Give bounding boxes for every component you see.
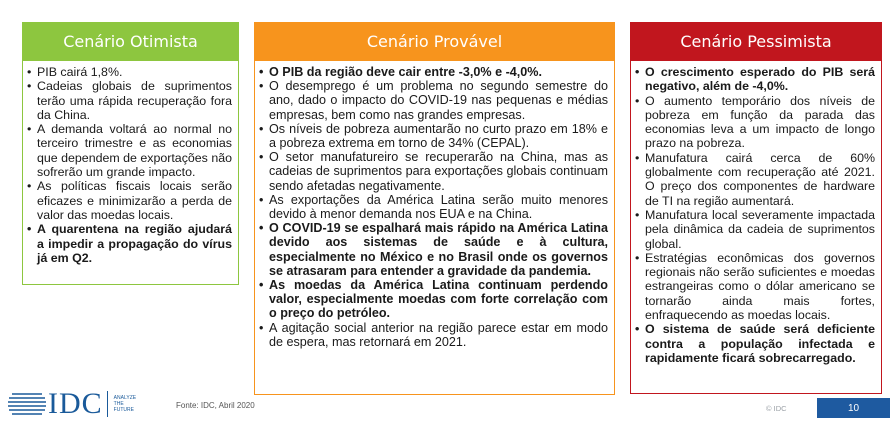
bullet-item: • O sistema de saúde será deficiente contra a população infectada e rapidamente ficará sobrecarregado. [635, 322, 875, 365]
bullet-item: • As políticas fiscais locais serão eficazes e minimizarão a perda de valor das moedas locais. [27, 179, 232, 222]
bullet-item: • Manufatura cairá cerca de 60% globalmente com recuperação até 2021. O preço dos componentes de hardware de TI na região aumentará. [635, 151, 875, 208]
source-note: Fonte: IDC, Abril 2020 [176, 401, 255, 410]
page-number-badge: 10 [817, 398, 890, 418]
card-title-pessimistic: Cenário Pessimista [630, 22, 882, 60]
bullet-item: • O PIB da região deve cair entre -3,0% e -4,0%. [259, 65, 608, 79]
bullet-item: • Cadeias globais de suprimentos terão uma rápida recuperação fora da China. [27, 79, 232, 122]
bullet-item: • O desemprego é um problema no segundo semestre do ano, dado o impacto do COVID-19 nas pequenas e médias empresas, bem como nas grandes empresas. [259, 79, 608, 122]
bullet-item: • O setor manufatureiro se recuperarão na China, mas as cadeias de suprimentos para exportações globais continuam sendo afetadas negativamente. [259, 150, 608, 193]
scenario-card-pessimistic [630, 22, 882, 365]
card-body-probable [254, 60, 615, 395]
copyright-text: © IDC [766, 404, 787, 413]
bullet-list-optimistic [27, 65, 232, 265]
card-body-pessimistic [630, 60, 882, 394]
scenario-card-optimistic [22, 22, 239, 265]
bullet-item: • Os níveis de pobreza aumentarão no curto prazo em 18% e a pobreza extrema em torno de 34% (CEPAL). [259, 122, 608, 150]
bullet-item: • As moedas da América Latina continuam perdendo valor, especialmente moedas com forte correlação com o preço do petróleo. [259, 278, 608, 321]
logo-tagline: ANALYZE THE FUTURE [113, 395, 137, 413]
bullet-item: • PIB cairá 1,8%. [27, 65, 232, 79]
logo-divider [107, 391, 108, 417]
bullet-list-probable [259, 65, 608, 349]
globe-icon [8, 388, 46, 420]
bullet-item: • Manufatura local severamente impactada pela dinâmica da cadeia de suprimentos global. [635, 208, 875, 251]
bullet-item: • Estratégias econômicas dos governos regionais não serão suficientes e moedas estrangeiras como o dólar americano se tornarão ainda mais fortes, enfraquecendo as moedas locais. [635, 251, 875, 322]
bullet-item: • As exportações da América Latina serão muito menores devido à menor demanda nos EUA e na China. [259, 193, 608, 221]
card-body-optimistic [22, 60, 239, 285]
bullet-item: • O aumento temporário dos níveis de pobreza em função da parada das economias leva a um impacto de longo prazo na pobreza. [635, 94, 875, 151]
bullet-item: • A agitação social anterior na região parece estar em modo de espera, mas retornará em 2021. [259, 321, 608, 349]
bullet-item: • O crescimento esperado do PIB será negativo, além de -4,0%. [635, 65, 875, 94]
idc-logo [8, 388, 144, 420]
logo-wordmark: IDC [48, 387, 103, 420]
scenario-card-probable [254, 22, 615, 349]
bullet-item: • A demanda voltará ao normal no terceiro trimestre e as economias que dependem de exportações não sofrerão um grande impacto. [27, 122, 232, 179]
bullet-list-pessimistic [635, 65, 875, 365]
bullet-item: • O COVID-19 se espalhará mais rápido na América Latina devido aos sistemas de saúde e à cultura, especialmente no México e no Brasil onde os governos se atrasaram para entender a gravidade da pandemia. [259, 221, 608, 278]
card-title-probable: Cenário Provável [254, 22, 615, 60]
bullet-item: • A quarentena na região ajudará a impedir a propagação do vírus já em Q2. [27, 222, 232, 265]
card-title-optimistic: Cenário Otimista [22, 22, 239, 60]
